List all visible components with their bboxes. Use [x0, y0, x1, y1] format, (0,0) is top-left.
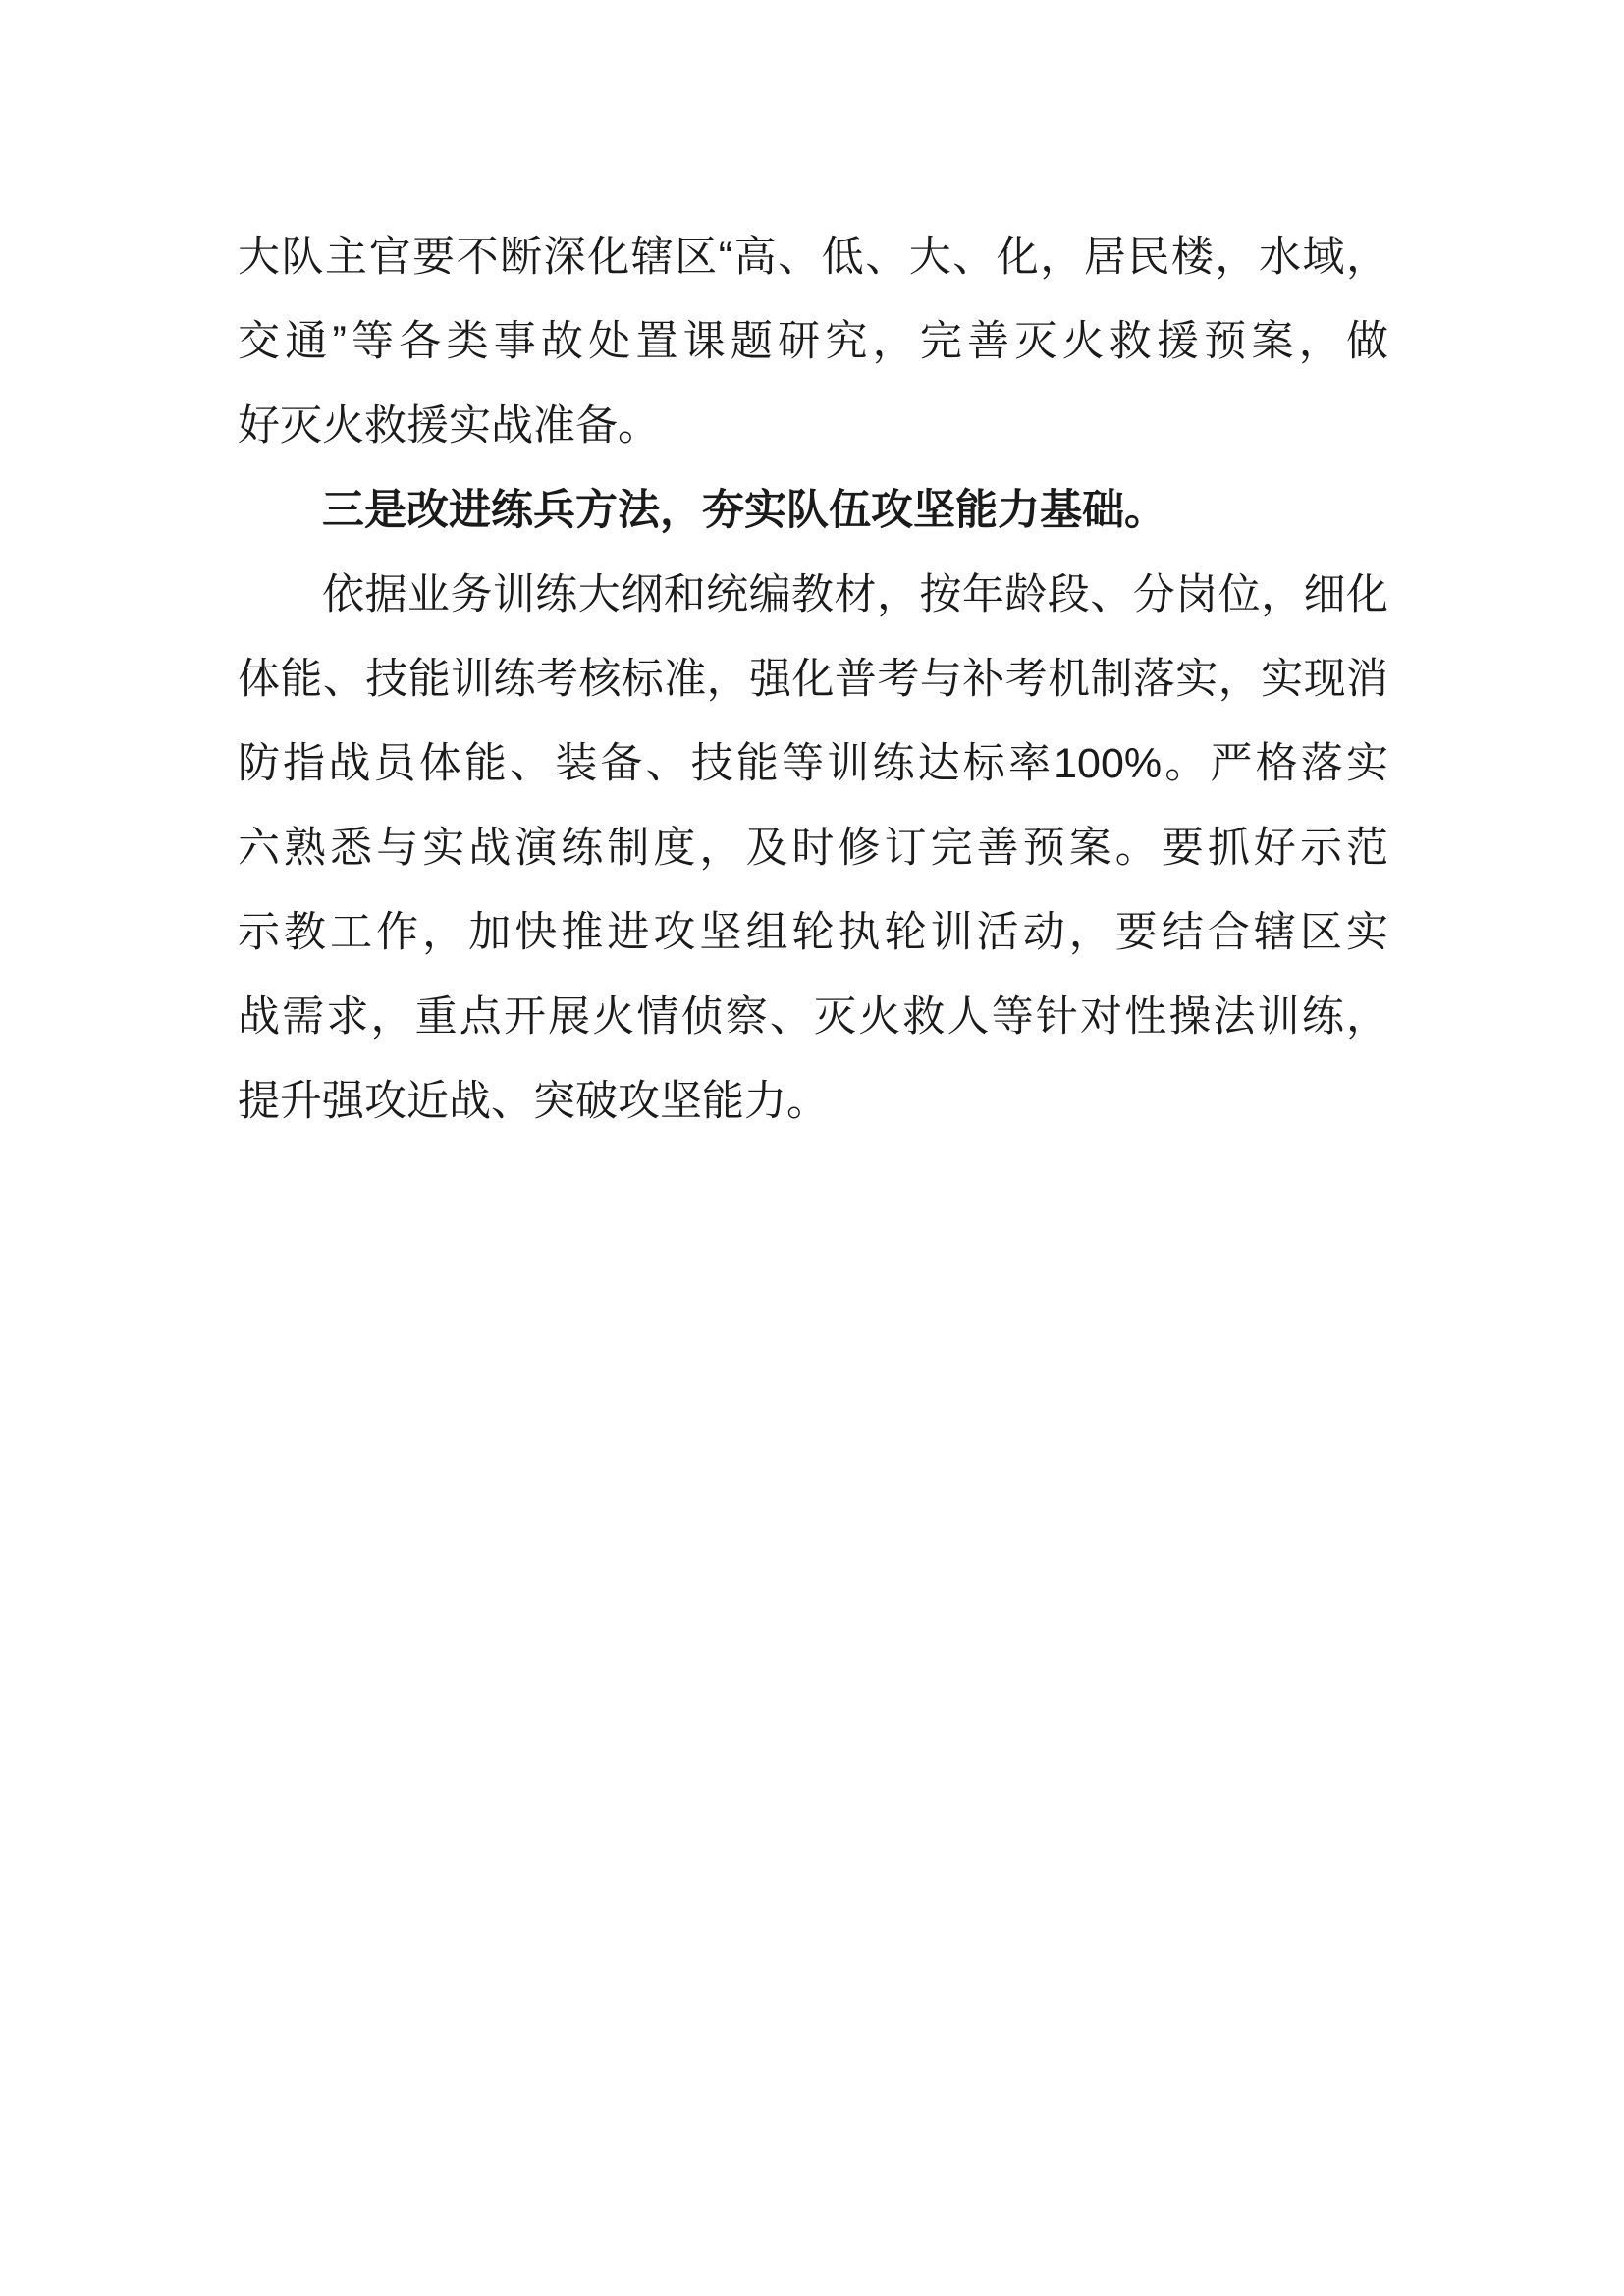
paragraph-3-line-6: 战需求，重点开展火情侦察、灭火救人等针对性操法训练，	[238, 993, 1388, 1041]
paragraph-1-line-1: 大队主官要不断深化辖区“高、低、大、化，居民楼，水域，	[238, 234, 1388, 281]
paragraph-1-line-2: 交通”等各类事故处置课题研究，完善灭火救援预案，做	[238, 318, 1388, 365]
paragraph-3-line-5: 示教工作，加快推进攻坚组轮执轮训活动，要结合辖区实	[238, 909, 1388, 956]
paragraph-3-line-1: 依据业务训练大纲和统编教材，按年龄段、分岗位，细化	[322, 571, 1388, 618]
paragraph-1-line-3: 好灭火救援实战准备。	[238, 402, 660, 450]
paragraph-3-line-2: 体能、技能训练考核标准，强化普考与补考机制落实，实现消	[238, 656, 1388, 703]
paragraph-3-line-3: 防指战员体能、装备、技能等训练达标率100%。严格落实	[238, 740, 1388, 787]
document-body	[238, 215, 1388, 1144]
section-heading: 三是改进练兵方法，夯实队伍攻坚能力基础。	[322, 487, 1166, 534]
paragraph-3-line-7: 提升强攻近战、突破攻坚能力。	[238, 1078, 829, 1125]
paragraph-3-line-4: 六熟悉与实战演练制度，及时修订完善预案。要抓好示范	[238, 825, 1388, 872]
